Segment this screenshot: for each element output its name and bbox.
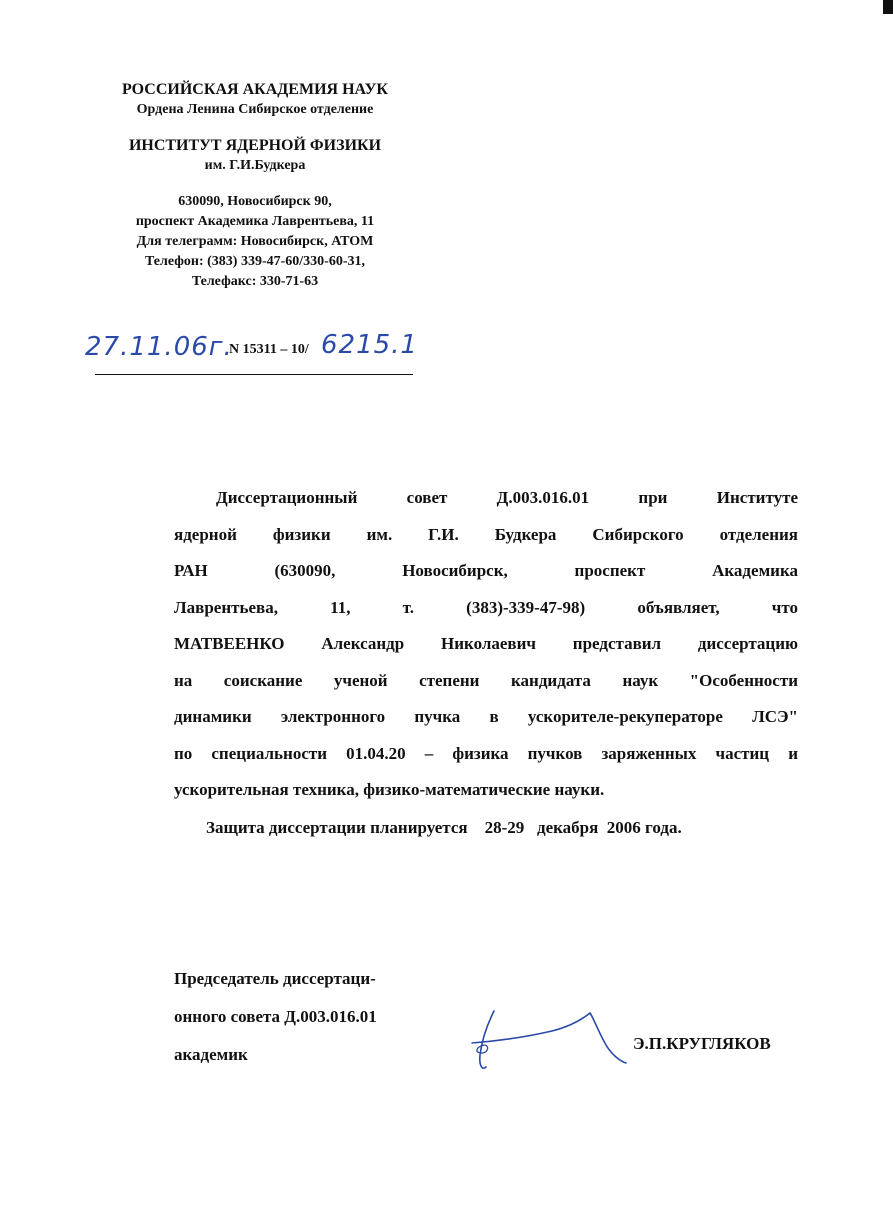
- defense-date-line: Защита диссертации планируется 28-29 декабря 2006 года.: [206, 818, 682, 837]
- chair-title-line: Председатель диссертаци-: [174, 969, 376, 988]
- handwritten-date: 27.11.06г.: [85, 332, 233, 362]
- postal-address: 630090, Новосибирск 90,: [178, 194, 332, 209]
- fax-number: Телефакс: 330-71-63: [191, 274, 319, 289]
- body-line: ядерной физики им. Г.И. Будкера Сибирского отделения: [174, 524, 798, 544]
- telegram-address: Для телеграмм: Новосибирск, АТОМ: [136, 234, 374, 249]
- reference-number: N 15311 – 10/: [229, 342, 309, 357]
- letterhead: [60, 80, 450, 292]
- body-line: на соискание ученой степени кандидата наук "Особенности: [174, 670, 798, 690]
- handwritten-signature: [468, 1005, 628, 1077]
- reference-underline: [95, 374, 413, 375]
- scan-corner-mark: [883, 0, 893, 14]
- branch-name: Ордена Ленина Сибирское отделение: [136, 102, 374, 117]
- street-address: проспект Академика Лаврентьева, 11: [135, 214, 375, 229]
- institute-name: ИНСТИТУТ ЯДЕРНОЙ ФИЗИКИ: [128, 137, 382, 154]
- announcement-body: [174, 480, 798, 809]
- handwritten-number: 6215.1: [321, 330, 418, 360]
- chair-title-line: онного совета Д.003.016.01: [174, 1007, 377, 1026]
- academy-name: РОССИЙСКАЯ АКАДЕМИЯ НАУК: [121, 81, 388, 98]
- body-line: Лаврентьева, 11, т. (383)-339-47-98) объявляет, что: [174, 597, 798, 617]
- body-line: динамики электронного пучка в ускорителе-рекуператоре ЛСЭ": [174, 707, 798, 726]
- body-line: по специальности 01.04.20 – физика пучков заряженных частиц и: [174, 743, 798, 763]
- chair-title: [174, 960, 377, 1074]
- signer-name: Э.П.КРУГЛЯКОВ: [633, 1034, 771, 1053]
- body-line: МАТВЕЕНКО Александр Николаевич представил диссертацию: [174, 634, 798, 653]
- institute-named-after: им. Г.И.Будкера: [204, 158, 306, 173]
- body-line: ускорительная техника, физико-математические науки.: [174, 780, 605, 799]
- body-line: Диссертационный совет Д.003.016.01 при Институте: [216, 488, 798, 507]
- reference-line: [85, 330, 418, 374]
- body-line: РАН (630090, Новосибирск, проспект Академика: [174, 561, 798, 580]
- phone-number: Телефон: (383) 339-47-60/330-60-31,: [144, 254, 366, 269]
- chair-title-line: академик: [174, 1045, 248, 1064]
